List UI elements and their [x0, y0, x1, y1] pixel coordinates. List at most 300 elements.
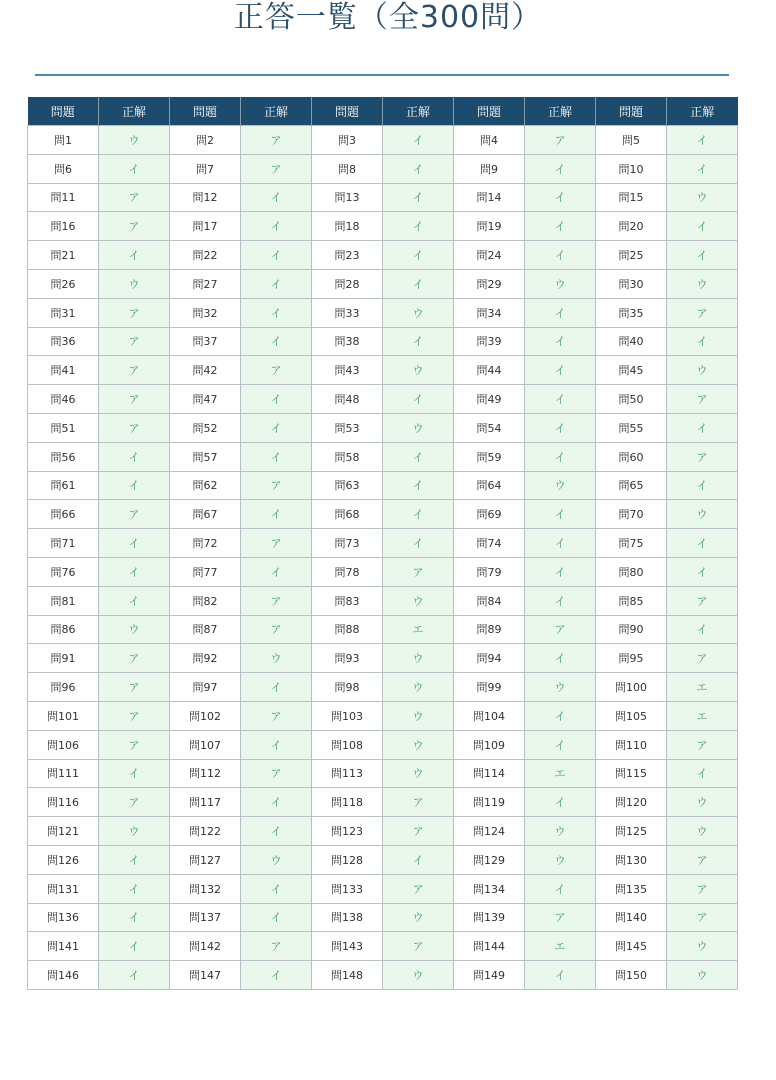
header-question: 問題 [312, 97, 383, 126]
question-number-cell: 問132 [170, 874, 241, 903]
question-number-cell: 問64 [454, 471, 525, 500]
table-row [28, 442, 738, 471]
answer-cell: イ [667, 241, 738, 270]
question-number-cell: 問4 [454, 126, 525, 155]
table-row [28, 241, 738, 270]
answer-cell: ウ [525, 817, 596, 846]
answer-cell: ウ [99, 817, 170, 846]
answer-cell: ア [383, 932, 454, 961]
header-answer: 正解 [525, 97, 596, 126]
question-number-cell: 問83 [312, 586, 383, 615]
question-number-cell: 問87 [170, 615, 241, 644]
table-row [28, 644, 738, 673]
question-number-cell: 問75 [596, 529, 667, 558]
question-number-cell: 問114 [454, 759, 525, 788]
answer-cell: ア [99, 212, 170, 241]
table-row [28, 730, 738, 759]
question-number-cell: 問128 [312, 845, 383, 874]
question-number-cell: 問147 [170, 961, 241, 990]
answer-cell: ア [241, 154, 312, 183]
answer-cell: ア [667, 845, 738, 874]
answer-cell: イ [525, 356, 596, 385]
answer-cell: イ [525, 730, 596, 759]
question-number-cell: 問62 [170, 471, 241, 500]
answer-cell: イ [241, 557, 312, 586]
answer-cell: ウ [667, 817, 738, 846]
question-number-cell: 問53 [312, 413, 383, 442]
answer-cell: ウ [383, 356, 454, 385]
question-number-cell: 問35 [596, 298, 667, 327]
title-divider [35, 74, 729, 76]
question-number-cell: 問6 [28, 154, 99, 183]
header-question: 問題 [596, 97, 667, 126]
question-number-cell: 問107 [170, 730, 241, 759]
answer-cell: ア [99, 500, 170, 529]
table-row [28, 874, 738, 903]
answer-cell: イ [525, 212, 596, 241]
answer-cell: ア [525, 126, 596, 155]
header-answer: 正解 [99, 97, 170, 126]
question-number-cell: 問13 [312, 183, 383, 212]
question-number-cell: 問66 [28, 500, 99, 529]
table-row [28, 500, 738, 529]
answer-cell: イ [99, 759, 170, 788]
question-number-cell: 問137 [170, 903, 241, 932]
question-number-cell: 問5 [596, 126, 667, 155]
answer-cell: イ [241, 298, 312, 327]
answer-cell: イ [667, 529, 738, 558]
answer-cell: ア [99, 644, 170, 673]
question-number-cell: 問1 [28, 126, 99, 155]
answer-cell: イ [241, 385, 312, 414]
answer-cell: イ [383, 471, 454, 500]
answer-cell: イ [525, 298, 596, 327]
table-row [28, 759, 738, 788]
header-question: 問題 [454, 97, 525, 126]
answer-cell: ア [383, 557, 454, 586]
question-number-cell: 問68 [312, 500, 383, 529]
question-number-cell: 問88 [312, 615, 383, 644]
answer-cell: ア [667, 298, 738, 327]
answer-cell: イ [99, 961, 170, 990]
answer-cell: ア [241, 759, 312, 788]
table-body [28, 126, 738, 990]
answer-cell: イ [99, 529, 170, 558]
question-number-cell: 問43 [312, 356, 383, 385]
answer-cell: ウ [667, 356, 738, 385]
answer-cell: イ [667, 154, 738, 183]
answer-cell: イ [383, 241, 454, 270]
page-title: 正答一覧（全300問） [233, 0, 543, 35]
answer-cell: ウ [383, 586, 454, 615]
question-number-cell: 問144 [454, 932, 525, 961]
question-number-cell: 問138 [312, 903, 383, 932]
answer-cell: イ [99, 586, 170, 615]
answer-cell: イ [241, 212, 312, 241]
question-number-cell: 問99 [454, 673, 525, 702]
question-number-cell: 問27 [170, 269, 241, 298]
answer-cell: ア [99, 730, 170, 759]
question-number-cell: 問11 [28, 183, 99, 212]
answer-cell: ア [99, 356, 170, 385]
answer-cell: イ [241, 874, 312, 903]
answer-cell: イ [383, 385, 454, 414]
question-number-cell: 問135 [596, 874, 667, 903]
answer-cell: イ [525, 183, 596, 212]
question-number-cell: 問42 [170, 356, 241, 385]
question-number-cell: 問34 [454, 298, 525, 327]
question-number-cell: 問149 [454, 961, 525, 990]
question-number-cell: 問122 [170, 817, 241, 846]
question-number-cell: 問31 [28, 298, 99, 327]
answer-cell: イ [241, 903, 312, 932]
answer-cell: ア [241, 932, 312, 961]
answer-cell: イ [525, 529, 596, 558]
question-number-cell: 問110 [596, 730, 667, 759]
table-row [28, 845, 738, 874]
answer-cell: ウ [99, 269, 170, 298]
question-number-cell: 問10 [596, 154, 667, 183]
answer-cell: イ [99, 442, 170, 471]
question-number-cell: 問103 [312, 701, 383, 730]
answer-cell: ウ [383, 298, 454, 327]
question-number-cell: 問78 [312, 557, 383, 586]
answer-cell: ウ [667, 788, 738, 817]
answer-cell: イ [525, 442, 596, 471]
answer-cell: イ [383, 529, 454, 558]
answer-cell: イ [525, 586, 596, 615]
table-row [28, 126, 738, 155]
table-row [28, 586, 738, 615]
question-number-cell: 問131 [28, 874, 99, 903]
question-number-cell: 問40 [596, 327, 667, 356]
question-number-cell: 問148 [312, 961, 383, 990]
answer-cell: ア [383, 874, 454, 903]
answer-cell: ア [525, 615, 596, 644]
question-number-cell: 問47 [170, 385, 241, 414]
question-number-cell: 問95 [596, 644, 667, 673]
answer-cell: ウ [667, 500, 738, 529]
question-number-cell: 問49 [454, 385, 525, 414]
question-number-cell: 問26 [28, 269, 99, 298]
answer-cell: ア [383, 788, 454, 817]
question-number-cell: 問55 [596, 413, 667, 442]
question-number-cell: 問111 [28, 759, 99, 788]
answer-cell: イ [383, 154, 454, 183]
answer-cell: ウ [667, 961, 738, 990]
answer-cell: ウ [383, 413, 454, 442]
answer-cell: ウ [667, 269, 738, 298]
answer-cell: イ [667, 413, 738, 442]
answer-cell: ウ [241, 644, 312, 673]
answer-cell: ウ [383, 701, 454, 730]
question-number-cell: 問7 [170, 154, 241, 183]
question-number-cell: 問120 [596, 788, 667, 817]
answer-cell: イ [667, 471, 738, 500]
question-number-cell: 問52 [170, 413, 241, 442]
answer-cell: ウ [525, 673, 596, 702]
question-number-cell: 問46 [28, 385, 99, 414]
table-row [28, 327, 738, 356]
question-number-cell: 問127 [170, 845, 241, 874]
answer-cell: ア [99, 673, 170, 702]
answer-cell: イ [383, 212, 454, 241]
question-number-cell: 問80 [596, 557, 667, 586]
table-row [28, 356, 738, 385]
answer-cell: ア [667, 730, 738, 759]
question-number-cell: 問65 [596, 471, 667, 500]
question-number-cell: 問25 [596, 241, 667, 270]
question-number-cell: 問23 [312, 241, 383, 270]
answer-cell: イ [241, 327, 312, 356]
answer-cell: イ [241, 413, 312, 442]
question-number-cell: 問139 [454, 903, 525, 932]
question-number-cell: 問36 [28, 327, 99, 356]
answer-cell: ウ [383, 673, 454, 702]
question-number-cell: 問17 [170, 212, 241, 241]
table-row [28, 932, 738, 961]
table-row [28, 673, 738, 702]
answer-cell: イ [383, 845, 454, 874]
question-number-cell: 問63 [312, 471, 383, 500]
question-number-cell: 問12 [170, 183, 241, 212]
question-number-cell: 問98 [312, 673, 383, 702]
answer-cell: イ [241, 269, 312, 298]
question-number-cell: 問82 [170, 586, 241, 615]
answer-cell: ウ [525, 845, 596, 874]
question-number-cell: 問73 [312, 529, 383, 558]
answer-cell: イ [525, 327, 596, 356]
question-number-cell: 問129 [454, 845, 525, 874]
answer-cell: ウ [99, 126, 170, 155]
question-number-cell: 問89 [454, 615, 525, 644]
question-number-cell: 問9 [454, 154, 525, 183]
question-number-cell: 問108 [312, 730, 383, 759]
question-number-cell: 問70 [596, 500, 667, 529]
answer-cell: イ [99, 932, 170, 961]
table-row [28, 529, 738, 558]
answer-cell: ウ [383, 644, 454, 673]
question-number-cell: 問24 [454, 241, 525, 270]
answer-cell: イ [99, 471, 170, 500]
question-number-cell: 問79 [454, 557, 525, 586]
answer-cell: イ [241, 183, 312, 212]
question-number-cell: 問141 [28, 932, 99, 961]
table-row [28, 154, 738, 183]
answer-cell: ア [99, 701, 170, 730]
answer-cell: イ [525, 557, 596, 586]
answer-cell: ア [99, 298, 170, 327]
question-number-cell: 問56 [28, 442, 99, 471]
question-number-cell: 問113 [312, 759, 383, 788]
answer-cell: ア [383, 817, 454, 846]
answer-cell: イ [667, 615, 738, 644]
question-number-cell: 問22 [170, 241, 241, 270]
question-number-cell: 問106 [28, 730, 99, 759]
question-number-cell: 問136 [28, 903, 99, 932]
question-number-cell: 問29 [454, 269, 525, 298]
answer-cell: イ [99, 241, 170, 270]
answer-cell: イ [383, 126, 454, 155]
question-number-cell: 問94 [454, 644, 525, 673]
answer-cell: イ [99, 845, 170, 874]
question-number-cell: 問102 [170, 701, 241, 730]
answer-cell: ア [241, 615, 312, 644]
answer-cell: イ [241, 673, 312, 702]
answer-cell: ウ [667, 932, 738, 961]
question-number-cell: 問119 [454, 788, 525, 817]
question-number-cell: 問30 [596, 269, 667, 298]
table-row [28, 557, 738, 586]
table-row [28, 471, 738, 500]
question-number-cell: 問54 [454, 413, 525, 442]
question-number-cell: 問18 [312, 212, 383, 241]
question-number-cell: 問124 [454, 817, 525, 846]
question-number-cell: 問2 [170, 126, 241, 155]
table-row [28, 183, 738, 212]
answer-cell: ウ [525, 269, 596, 298]
question-number-cell: 問85 [596, 586, 667, 615]
question-number-cell: 問14 [454, 183, 525, 212]
answer-cell: ア [241, 471, 312, 500]
answer-cell: ア [667, 903, 738, 932]
table-row [28, 269, 738, 298]
table-row [28, 788, 738, 817]
question-number-cell: 問38 [312, 327, 383, 356]
question-number-cell: 問150 [596, 961, 667, 990]
answer-cell: イ [525, 385, 596, 414]
question-number-cell: 問76 [28, 557, 99, 586]
answer-cell: ウ [667, 183, 738, 212]
answer-cell: イ [525, 874, 596, 903]
answer-cell: ア [525, 903, 596, 932]
answer-cell: ア [99, 327, 170, 356]
question-number-cell: 問142 [170, 932, 241, 961]
answer-cell: イ [667, 557, 738, 586]
answer-cell: ウ [383, 903, 454, 932]
question-number-cell: 問15 [596, 183, 667, 212]
answer-cell: イ [667, 327, 738, 356]
question-number-cell: 問93 [312, 644, 383, 673]
question-number-cell: 問116 [28, 788, 99, 817]
header-answer: 正解 [383, 97, 454, 126]
header-answer: 正解 [667, 97, 738, 126]
answer-cell: ウ [99, 615, 170, 644]
answer-cell: エ [525, 932, 596, 961]
question-number-cell: 問91 [28, 644, 99, 673]
question-number-cell: 問112 [170, 759, 241, 788]
question-number-cell: 問20 [596, 212, 667, 241]
answer-cell: ア [241, 529, 312, 558]
answer-cell: ア [667, 644, 738, 673]
answer-cell: イ [99, 903, 170, 932]
answer-cell: イ [99, 154, 170, 183]
question-number-cell: 問105 [596, 701, 667, 730]
question-number-cell: 問84 [454, 586, 525, 615]
answer-cell: ア [667, 385, 738, 414]
question-number-cell: 問69 [454, 500, 525, 529]
table-row [28, 385, 738, 414]
question-number-cell: 問16 [28, 212, 99, 241]
question-number-cell: 問100 [596, 673, 667, 702]
question-number-cell: 問8 [312, 154, 383, 183]
question-number-cell: 問50 [596, 385, 667, 414]
answer-cell: エ [525, 759, 596, 788]
answer-cell: イ [525, 413, 596, 442]
answer-cell: ウ [383, 961, 454, 990]
question-number-cell: 問81 [28, 586, 99, 615]
answer-table [27, 97, 738, 990]
question-number-cell: 問19 [454, 212, 525, 241]
answer-cell: イ [525, 241, 596, 270]
answer-cell: イ [383, 442, 454, 471]
question-number-cell: 問72 [170, 529, 241, 558]
answer-cell: ア [241, 126, 312, 155]
question-number-cell: 問41 [28, 356, 99, 385]
table-row [28, 615, 738, 644]
answer-cell: ウ [383, 730, 454, 759]
answer-cell: ア [99, 413, 170, 442]
answer-cell: ア [667, 586, 738, 615]
question-number-cell: 問130 [596, 845, 667, 874]
question-number-cell: 問37 [170, 327, 241, 356]
answer-cell: イ [667, 126, 738, 155]
answer-cell: ア [241, 586, 312, 615]
table-row [28, 212, 738, 241]
answer-cell: イ [383, 269, 454, 298]
answer-cell: ア [241, 356, 312, 385]
question-number-cell: 問86 [28, 615, 99, 644]
question-number-cell: 問115 [596, 759, 667, 788]
question-number-cell: 問145 [596, 932, 667, 961]
question-number-cell: 問71 [28, 529, 99, 558]
question-number-cell: 問133 [312, 874, 383, 903]
answer-cell: エ [667, 673, 738, 702]
table-row [28, 413, 738, 442]
table-row [28, 817, 738, 846]
header-question: 問題 [170, 97, 241, 126]
question-number-cell: 問3 [312, 126, 383, 155]
answer-cell: ア [99, 788, 170, 817]
answer-cell: ア [667, 874, 738, 903]
question-number-cell: 問60 [596, 442, 667, 471]
table-header-row [28, 97, 738, 126]
answer-cell: イ [525, 701, 596, 730]
question-number-cell: 問77 [170, 557, 241, 586]
table-row [28, 701, 738, 730]
answer-cell: イ [525, 154, 596, 183]
question-number-cell: 問28 [312, 269, 383, 298]
answer-cell: イ [241, 730, 312, 759]
question-number-cell: 問146 [28, 961, 99, 990]
answer-cell: イ [99, 557, 170, 586]
table-row [28, 298, 738, 327]
question-number-cell: 問126 [28, 845, 99, 874]
answer-cell: イ [241, 442, 312, 471]
answer-cell: イ [383, 183, 454, 212]
answer-cell: イ [241, 241, 312, 270]
answer-cell: ア [99, 183, 170, 212]
question-number-cell: 問61 [28, 471, 99, 500]
question-number-cell: 問117 [170, 788, 241, 817]
answer-cell: ウ [241, 845, 312, 874]
question-number-cell: 問21 [28, 241, 99, 270]
question-number-cell: 問67 [170, 500, 241, 529]
question-number-cell: 問39 [454, 327, 525, 356]
table-row [28, 903, 738, 932]
question-number-cell: 問32 [170, 298, 241, 327]
question-number-cell: 問45 [596, 356, 667, 385]
